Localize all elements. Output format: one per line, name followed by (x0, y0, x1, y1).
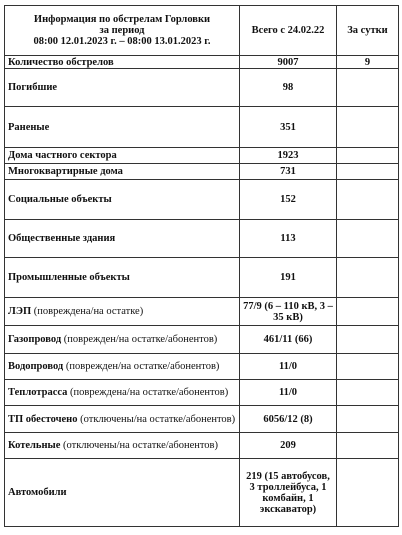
title-line-2: за период (99, 25, 145, 36)
row-total: 152 (240, 180, 337, 220)
table-row (5, 459, 399, 527)
column-header-total: Всего с 24.02.22 (240, 6, 337, 56)
row-label: Автомобили (5, 459, 240, 527)
row-day (337, 433, 399, 459)
row-day (337, 326, 399, 354)
table-row (5, 258, 399, 298)
row-label: Многоквартирные дома (5, 164, 240, 180)
row-label: Водопровод (поврежден/на остатке/абонентов) (5, 354, 240, 380)
row-day (337, 258, 399, 298)
row-day (337, 220, 399, 258)
row-total: 209 (240, 433, 337, 459)
row-total: 1923 (240, 148, 337, 164)
column-header-day: За сутки (337, 6, 399, 56)
row-total: 731 (240, 164, 337, 180)
title-line-1: Информация по обстрелам Горловки (33, 14, 211, 25)
row-label: Газопровод (поврежден/на остатке/абонентов) (5, 326, 240, 354)
row-day (337, 459, 399, 527)
row-day (337, 354, 399, 380)
row-total: 9007 (240, 56, 337, 69)
row-day (337, 164, 399, 180)
row-total: 98 (240, 69, 337, 107)
row-label: Социальные объекты (5, 180, 240, 220)
table-row (5, 220, 399, 258)
row-total: 11/0 (240, 354, 337, 380)
row-day (337, 380, 399, 406)
table-row (5, 164, 399, 180)
table-row (5, 107, 399, 148)
row-total: 113 (240, 220, 337, 258)
table-row (5, 326, 399, 354)
table-row (5, 406, 399, 433)
row-day (337, 69, 399, 107)
row-total: 461/11 (66) (240, 326, 337, 354)
table-header-row (5, 6, 399, 56)
table-row (5, 433, 399, 459)
table-row (5, 148, 399, 164)
row-total: 6056/12 (8) (240, 406, 337, 433)
row-total: 77/9 (6 – 110 кВ, 3 – 35 кВ) (240, 298, 337, 326)
table-row (5, 56, 399, 69)
row-label: Котельные (отключены/на остатке/абонентов) (5, 433, 240, 459)
row-day (337, 180, 399, 220)
document-page (4, 5, 398, 532)
row-label: Погибшие (5, 69, 240, 107)
title-line-3: 08:00 12.01.2023 г. – 08:00 13.01.2023 г. (33, 36, 211, 47)
row-total: 191 (240, 258, 337, 298)
row-label: Дома частного сектора (5, 148, 240, 164)
row-total: 11/0 (240, 380, 337, 406)
table-row (5, 298, 399, 326)
row-label: Количество обстрелов (5, 56, 240, 69)
row-day (337, 107, 399, 148)
table-row (5, 380, 399, 406)
shelling-info-table (4, 5, 399, 527)
row-day: 9 (337, 56, 399, 69)
table-row (5, 354, 399, 380)
row-total: 351 (240, 107, 337, 148)
table-title (5, 6, 240, 56)
row-total: 219 (15 автобусов, 3 троллейбуса, 1 комбайн, 1 экскаватор) (240, 459, 337, 527)
row-day (337, 148, 399, 164)
row-label: Теплотрасса (повреждена/на остатке/абонентов) (5, 380, 240, 406)
row-label: ТП обесточено (отключены/на остатке/абонентов) (5, 406, 240, 433)
row-label: ЛЭП (повреждена/на остатке) (5, 298, 240, 326)
row-day (337, 406, 399, 433)
table-row (5, 69, 399, 107)
row-label: Промышленные объекты (5, 258, 240, 298)
row-label: Раненые (5, 107, 240, 148)
row-label: Общественные здания (5, 220, 240, 258)
row-day (337, 298, 399, 326)
table-row (5, 180, 399, 220)
